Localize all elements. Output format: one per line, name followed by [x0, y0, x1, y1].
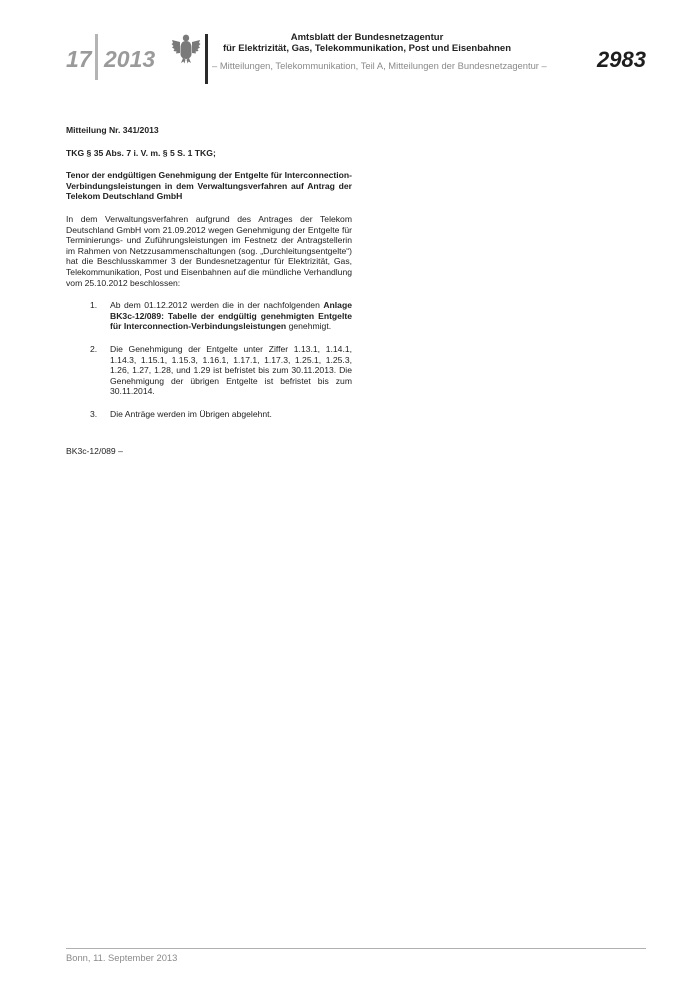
list-item-text: Ab dem 01.12.2012 werden die in der nachfolgenden	[110, 300, 324, 311]
section-subtitle: – Mitteilungen, Telekommunikation, Teil A, Mitteilungen der Bundesnetzagentur –	[212, 60, 547, 71]
intro-paragraph: In dem Verwaltungsverfahren aufgrund des Antrages der Telekom Deutschland GmbH vom 21.09.2012 wegen Genehmigung der Entgelte für Terminierungs- und Zuführungsleistungen im Festnetz der Antragstellerin im Rahmen von Netzzusammenschaltungen (sog. „Durchleitungsentgelte“) hat die Beschlusskammer 3 der Bundesnetzagentur für Elektrizität, Gas, Telekommunikation, Post und Eisenbahnen auf die mündliche Verhandlung vom 25.10.2012 beschlossen:	[66, 213, 352, 288]
list-item-text-end: genehmigt.	[286, 321, 332, 332]
file-reference: BK3c-12/089 –	[66, 446, 123, 457]
issue-number: 17	[66, 46, 92, 72]
publication-title-line1: Amtsblatt der Bundesnetzagentur	[290, 32, 444, 43]
list-item-number: 3.	[90, 408, 98, 419]
list-item-text: Die Anträge werden im Übrigen abgelehnt.	[110, 408, 272, 419]
federal-eagle-icon	[171, 32, 201, 64]
annex-reference: Anlage BK3c-12/089: Tabelle der endgültig genehmigten Entgelte für Interconnection-Verbindungsleistungen	[110, 300, 352, 332]
issue-year: 2013	[104, 46, 156, 72]
footer-divider	[66, 948, 646, 949]
list-item	[66, 300, 352, 332]
list-item	[66, 409, 352, 420]
publication-title	[212, 32, 522, 54]
article-body	[66, 125, 352, 457]
article-heading: Tenor der endgültigen Genehmigung der Entgelte für Interconnection-Verbindungsleistungen in dem Verwaltungsverfahren auf Antrag der Telekom Deutschland GmbH	[66, 170, 352, 202]
header-divider	[205, 34, 208, 84]
list-item-text: Die Genehmigung der Entgelte unter Ziffer 1.13.1, 1.14.1, 1.14.3, 1.15.1, 1.15.3, 1.16.1, 1.17.1, 1.17.3, 1.25.1, 1.25.3, 1.26, 1.27, 1.28, und 1.29 ist befristet bis zum 30.11.2013. Die Genehmigung der übrigen Entgelte ist befristet bis zum 30.11.2014.	[110, 343, 352, 397]
page-header	[0, 0, 700, 95]
notice-number: Mitteilung Nr. 341/2013	[66, 125, 159, 135]
publication-title-line2: für Elektrizität, Gas, Telekommunikation, Post und Eisenbahnen	[222, 43, 512, 54]
list-item-number: 1.	[90, 300, 98, 311]
footer-place-date: Bonn, 11. September 2013	[66, 952, 178, 963]
page-number: 2983	[597, 47, 646, 72]
list-item-number: 2.	[90, 343, 98, 354]
list-item	[66, 344, 352, 397]
law-reference: TKG § 35 Abs. 7 i. V. m. § 5 S. 1 TKG;	[66, 147, 216, 158]
issue-divider	[95, 34, 98, 80]
